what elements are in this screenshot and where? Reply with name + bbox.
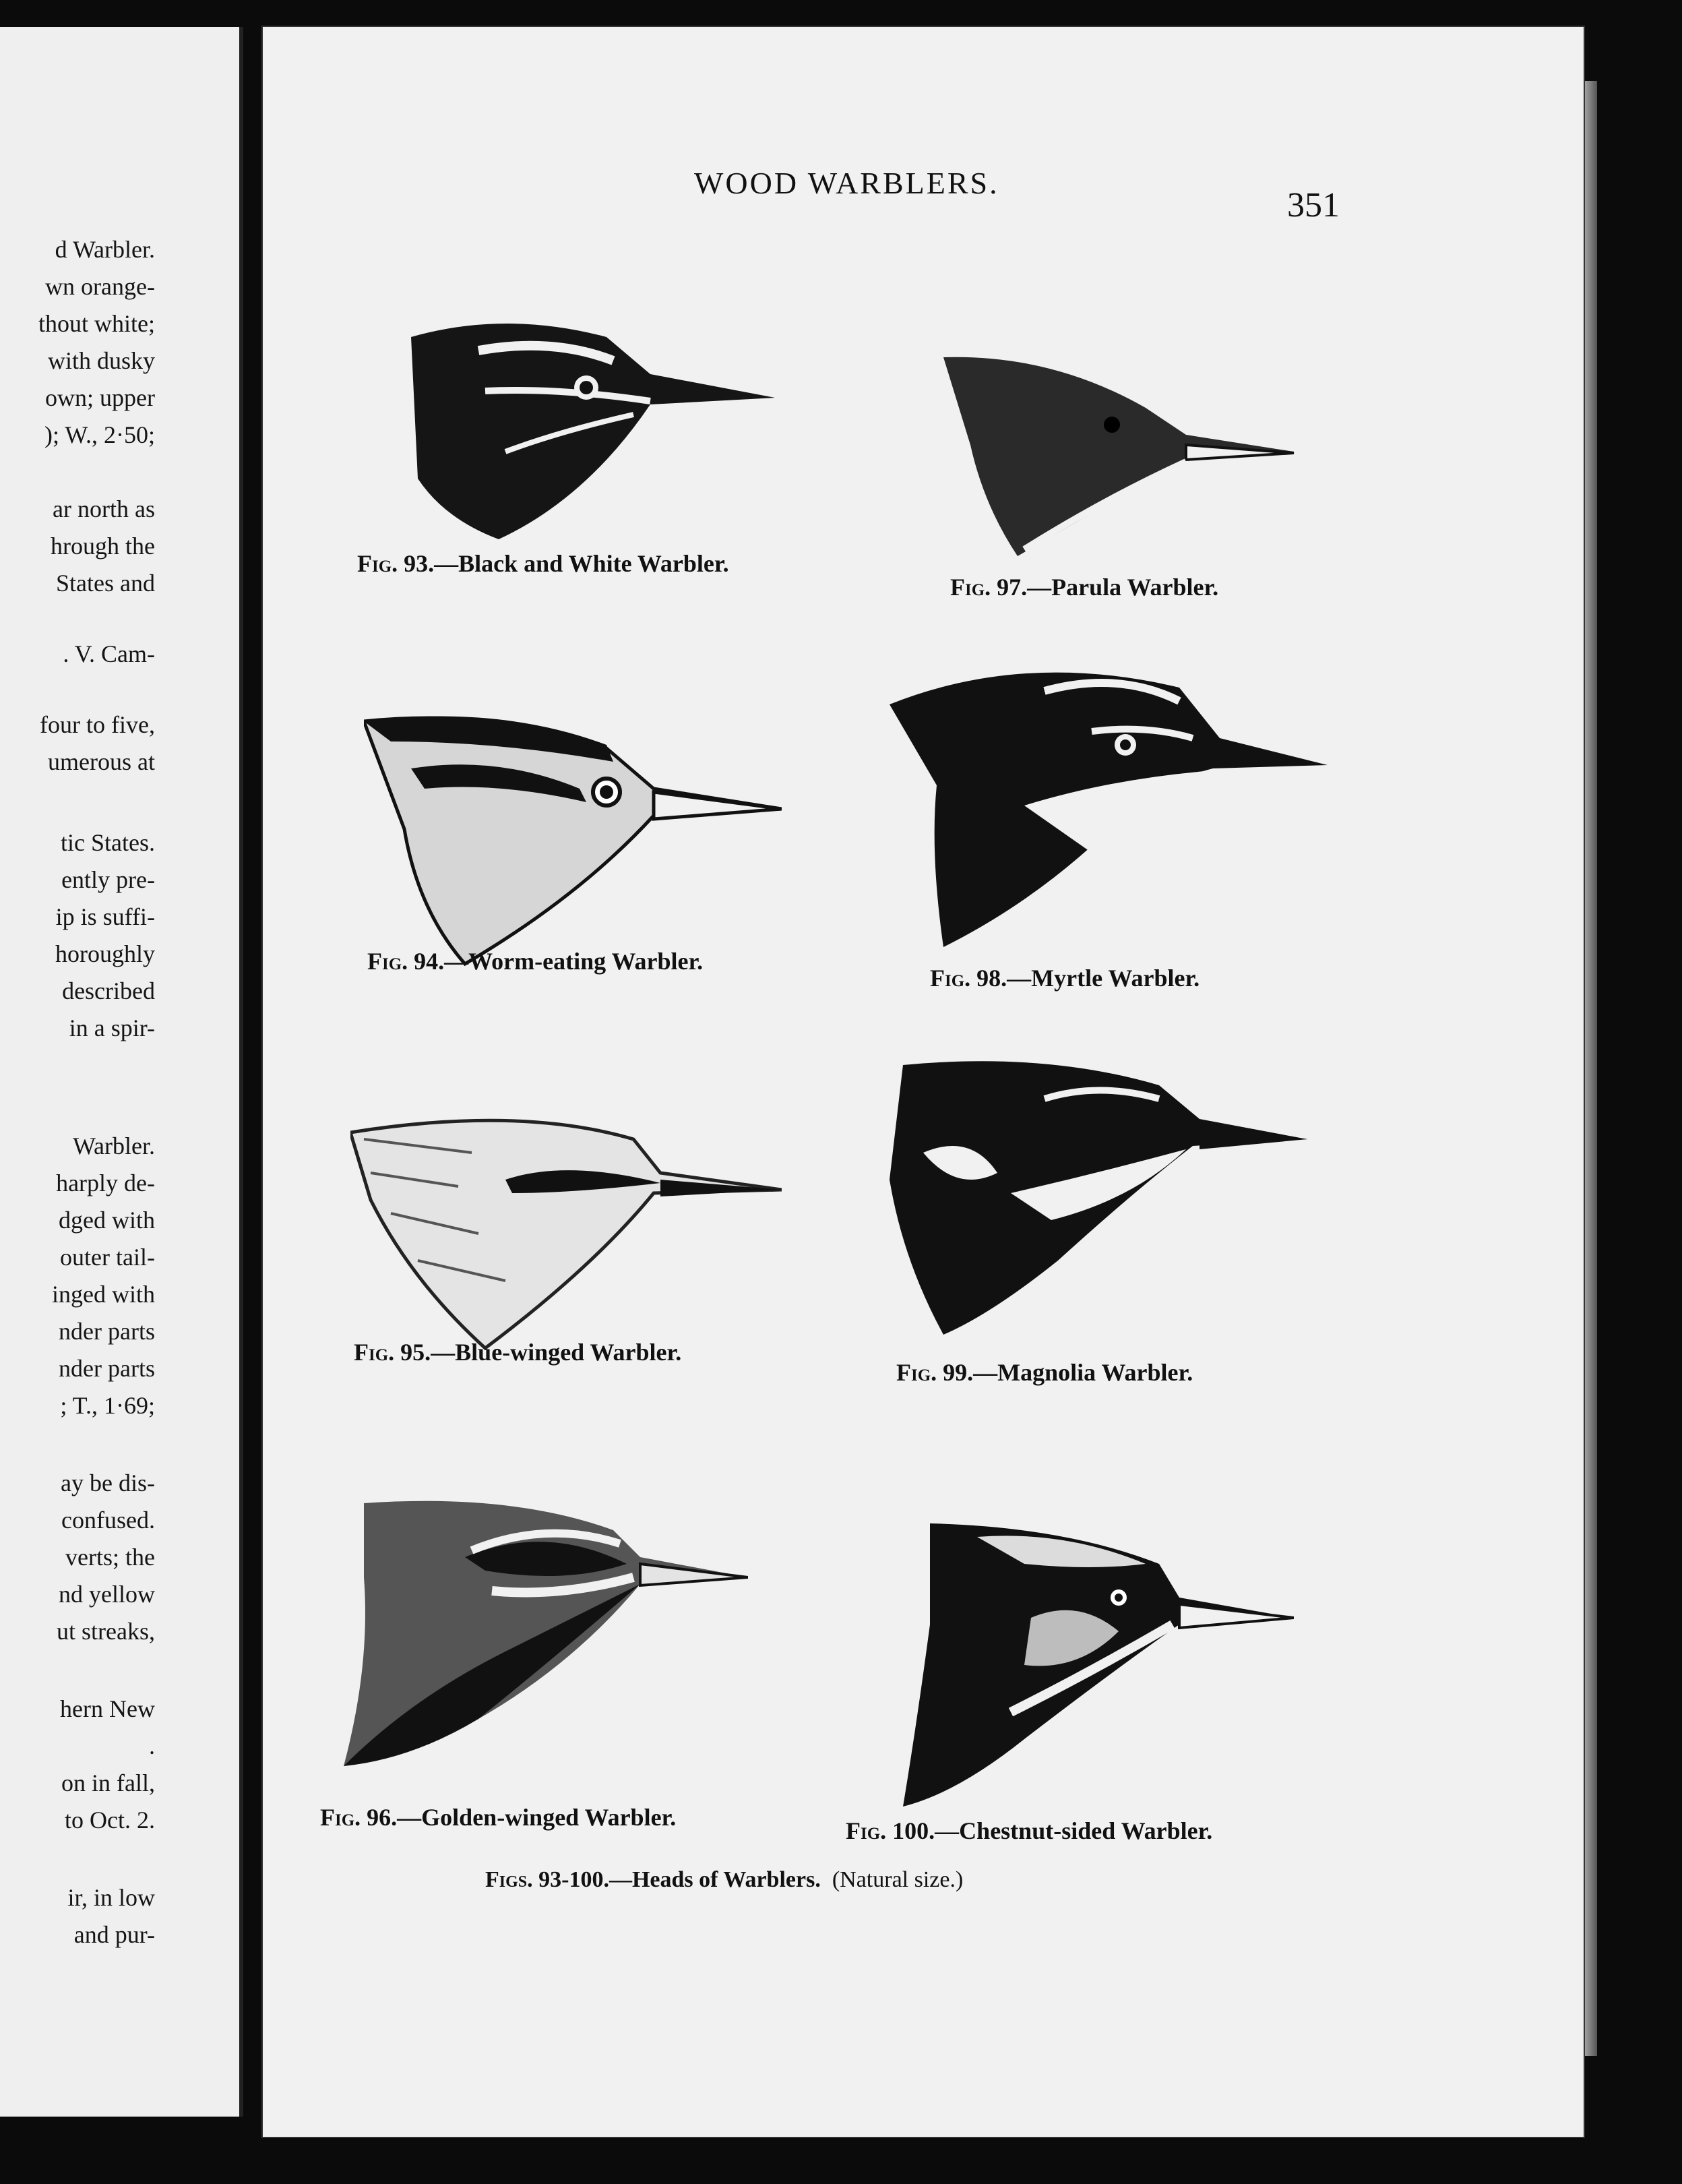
- page-number: 351: [1287, 186, 1340, 224]
- figure-number: Fig. 98.: [930, 965, 1007, 992]
- left-line: hrough the: [51, 533, 155, 559]
- left-line: in a spir-: [69, 1014, 155, 1041]
- running-head: WOOD WARBLERS.: [694, 166, 999, 200]
- plate-caption-note: (Natural size.): [832, 1867, 964, 1892]
- figure-title: —Blue-winged Warbler.: [431, 1339, 682, 1366]
- left-line: ay be dis-: [61, 1469, 155, 1496]
- left-line: thout white;: [38, 310, 155, 337]
- figure-worm-eating-warbler: [364, 708, 782, 977]
- figure-myrtle-warbler: [890, 650, 1328, 954]
- bird-head-illustration: [890, 650, 1328, 954]
- bird-head-illustration: [384, 297, 788, 566]
- figure-title: —Black and White Warbler.: [434, 550, 729, 577]
- left-line: States and: [56, 570, 155, 597]
- figure-title: —Golden-winged Warbler.: [397, 1804, 677, 1831]
- bird-head-illustration: [876, 1058, 1307, 1341]
- left-line: ir, in low: [67, 1884, 155, 1911]
- figure-number: Fig. 94.: [367, 948, 445, 975]
- left-line: umerous at: [48, 748, 155, 775]
- left-line: horoughly: [55, 940, 155, 967]
- left-line: ently pre-: [61, 866, 155, 893]
- left-line: .: [149, 1732, 155, 1759]
- left-line: ip is suffi-: [55, 903, 155, 930]
- left-line: to Oct. 2.: [65, 1807, 155, 1833]
- figure-caption: [896, 1358, 1193, 1387]
- left-line: outer tail-: [60, 1244, 155, 1271]
- left-line: on in fall,: [61, 1769, 155, 1796]
- left-line: dged with: [59, 1207, 155, 1234]
- left-line: harply de-: [56, 1170, 155, 1196]
- left-line: with dusky: [47, 347, 155, 374]
- bird-head-illustration: [876, 1523, 1294, 1813]
- figure-caption: [950, 573, 1218, 601]
- left-line: ar north as: [53, 495, 155, 522]
- figure-caption: [930, 964, 1200, 992]
- left-line: verts; the: [65, 1544, 155, 1571]
- left-line: wn orange-: [45, 273, 155, 300]
- figure-title: —Magnolia Warbler.: [973, 1359, 1193, 1386]
- figure-number: Fig. 99.: [896, 1359, 974, 1386]
- figure-number: Fig. 93.: [357, 550, 435, 577]
- plate-caption: [485, 1867, 963, 1893]
- left-line: hern New: [60, 1695, 155, 1722]
- left-line: inged with: [52, 1281, 155, 1308]
- figure-title: —Myrtle Warbler.: [1007, 965, 1200, 992]
- bird-head-illustration: [943, 344, 1321, 566]
- plate-figure-range: Figs. 93-100.: [485, 1867, 609, 1892]
- left-line: four to five,: [40, 711, 155, 738]
- figure-caption: [846, 1817, 1212, 1845]
- left-line: ut streaks,: [57, 1618, 155, 1645]
- plate-caption-text: —Heads of Warblers.: [609, 1867, 821, 1892]
- figure-caption: [367, 947, 703, 975]
- left-line: tic States.: [61, 829, 155, 856]
- figure-golden-winged-warbler: [344, 1496, 748, 1766]
- left-line: Warbler.: [72, 1132, 155, 1159]
- figure-number: Fig. 96.: [320, 1804, 398, 1831]
- left-line: and pur-: [73, 1921, 155, 1948]
- figure-title: —Chestnut-sided Warbler.: [935, 1817, 1213, 1844]
- figure-caption: [357, 549, 729, 578]
- figure-number: Fig. 97.: [950, 574, 1028, 601]
- figure-chestnut-sided-warbler: [876, 1523, 1294, 1813]
- figure-title: —Parula Warbler.: [1027, 574, 1219, 601]
- bird-head-illustration: [350, 1099, 782, 1355]
- figure-number: Fig. 100.: [846, 1817, 935, 1844]
- left-line: nd yellow: [59, 1581, 155, 1608]
- bird-head-illustration: [344, 1496, 748, 1766]
- left-line: described: [62, 977, 155, 1004]
- figure-caption: [320, 1803, 676, 1831]
- figure-magnolia-warbler: [876, 1058, 1307, 1341]
- figure-parula-warbler: [943, 344, 1321, 566]
- left-page: [0, 27, 243, 2117]
- figure-black-and-white-warbler: [384, 297, 788, 566]
- figure-blue-winged-warbler: [350, 1099, 782, 1355]
- left-line: nder parts: [59, 1355, 155, 1382]
- figure-number: Fig. 95.: [354, 1339, 431, 1366]
- figure-caption: [354, 1338, 681, 1366]
- figure-title: —Worm-eating Warbler.: [444, 948, 704, 975]
- left-line: confused.: [61, 1507, 155, 1534]
- bird-head-illustration: [364, 708, 782, 977]
- left-line: ); W., 2·50;: [44, 421, 155, 448]
- right-page: [263, 27, 1584, 2137]
- left-line: ; T., 1·69;: [60, 1392, 155, 1419]
- left-line: nder parts: [59, 1318, 155, 1345]
- left-line: own; upper: [45, 384, 155, 411]
- left-line: d Warbler.: [55, 236, 155, 263]
- left-line: . V. Cam-: [63, 640, 155, 667]
